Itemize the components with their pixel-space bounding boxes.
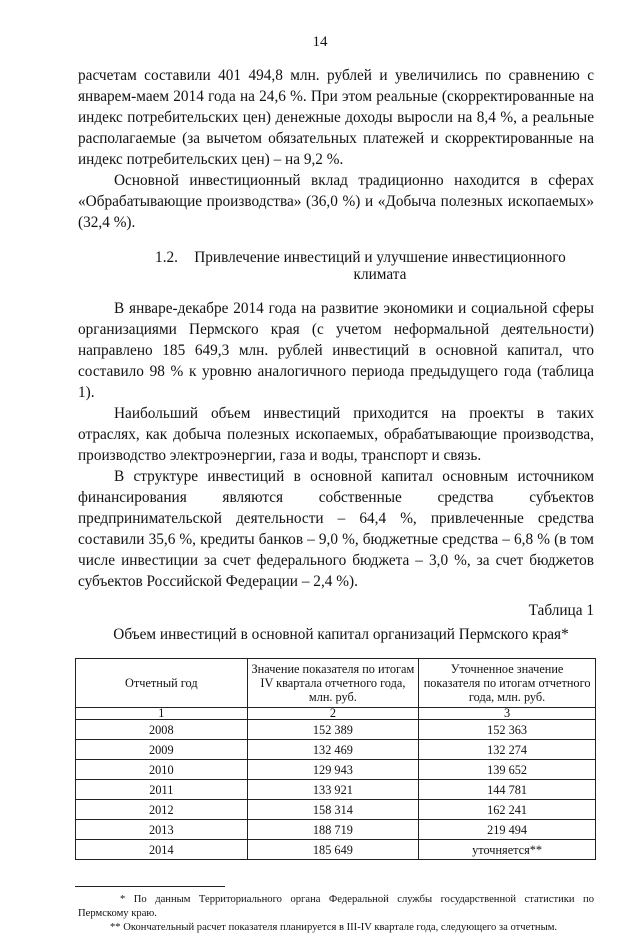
cell-q4-value: 132 469 bbox=[247, 740, 419, 760]
cell-refined-value: уточняется** bbox=[419, 840, 596, 860]
cell-year: 2011 bbox=[76, 780, 248, 800]
page-number: 14 bbox=[312, 34, 328, 50]
footnote-divider bbox=[75, 886, 225, 887]
section-title: Привлечение инвестиций и улучшение инвестиционного климата bbox=[194, 249, 566, 283]
table-row bbox=[76, 840, 596, 860]
footnote-final-calculation: ** Окончательный расчет показателя планируется в III-IV квартале года, следующего за отчетным. bbox=[110, 922, 558, 933]
column-number: 2 bbox=[247, 708, 419, 720]
cell-q4-value: 133 921 bbox=[247, 780, 419, 800]
table-header-row bbox=[76, 659, 596, 708]
table-label: Таблица 1 bbox=[528, 602, 594, 619]
header-refined-value: Уточненное значение показателя по итогам отчетного года, млн. руб. bbox=[419, 659, 596, 708]
cell-q4-value: 185 649 bbox=[247, 840, 419, 860]
cell-year: 2009 bbox=[76, 740, 248, 760]
section-number: 1.2. bbox=[155, 249, 178, 266]
column-number: 1 bbox=[76, 708, 248, 720]
section-heading bbox=[78, 249, 594, 283]
table-row bbox=[76, 760, 596, 780]
header-q4-value: Значение показателя по итогам IV квартала отчетного года, млн. руб. bbox=[247, 659, 419, 708]
cell-year: 2013 bbox=[76, 820, 248, 840]
cell-refined-value: 132 274 bbox=[419, 740, 596, 760]
cell-q4-value: 158 314 bbox=[247, 800, 419, 820]
cell-refined-value: 139 652 bbox=[419, 760, 596, 780]
paragraph-financing-sources: В структуре инвестиций в основной капитал основным источником финансирования являются собственные средства субъектов предпринимательской деятельности – 64,4 %, привлеченные средства составили 35,6 %, кредиты банков – 9,0 %, бюджетные средства – 6,8 % (в том числе инвестиции за счет федерального бюджета – 3,0 %, за счет бюджетов субъектов Российской Федерации – 2,4 %). bbox=[78, 468, 594, 590]
paragraph-investment-volume: В январе-декабре 2014 года на развитие экономики и социальной сферы организациями Пермского края (с учетом неформальной деятельности) направлено 185 649,3 млн. рублей инвестиций в основной капитал, что составило 98 % к уровню аналогичного периода предыдущего года (таблица 1). bbox=[78, 300, 594, 401]
document-body bbox=[78, 65, 594, 935]
cell-year: 2010 bbox=[76, 760, 248, 780]
table-caption: Объем инвестиций в основной капитал организаций Пермского края* bbox=[113, 626, 569, 643]
cell-q4-value: 188 719 bbox=[247, 820, 419, 840]
cell-refined-value: 219 494 bbox=[419, 820, 596, 840]
investment-table bbox=[75, 658, 596, 860]
cell-refined-value: 152 363 bbox=[419, 720, 596, 740]
cell-year: 2014 bbox=[76, 840, 248, 860]
cell-q4-value: 152 389 bbox=[247, 720, 419, 740]
header-year: Отчетный год bbox=[76, 659, 248, 708]
paragraph-income: расчетам составили 401 494,8 млн. рублей и увеличились по сравнению с январем-маем 2014 года на 24,6 %. При этом реальные (скорректированные на индекс потребительских цен) денежные доходы выросли на 8,4 %, а реальные располагаемые (за вычетом обязательных платежей и скорректированные на индекс потребительских цен) – на 9,2 %. bbox=[78, 67, 594, 168]
table-row bbox=[76, 780, 596, 800]
cell-refined-value: 144 781 bbox=[419, 780, 596, 800]
table-row bbox=[76, 740, 596, 760]
paragraph-investment-contribution: Основной инвестиционный вклад традиционно находится в сферах «Обрабатывающие производства» (36,0 %) и «Добыча полезных ископаемых» (32,4 %). bbox=[78, 172, 594, 231]
table-row bbox=[76, 820, 596, 840]
cell-year: 2008 bbox=[76, 720, 248, 740]
cell-q4-value: 129 943 bbox=[247, 760, 419, 780]
cell-refined-value: 162 241 bbox=[419, 800, 596, 820]
paragraph-industries: Наибольший объем инвестиций приходится на проекты в таких отраслях, как добыча полезных ископаемых, обрабатывающие производства, производство электроэнергии, газа и воды, транспорт и связь. bbox=[78, 405, 594, 464]
column-number: 3 bbox=[419, 708, 596, 720]
table-column-numbers-row bbox=[76, 708, 596, 720]
footnote-source: * По данным Территориального органа Федеральной службы государственной статистики по Пермскому краю. bbox=[78, 894, 594, 919]
table-row bbox=[76, 720, 596, 740]
table-row bbox=[76, 800, 596, 820]
cell-year: 2012 bbox=[76, 800, 248, 820]
